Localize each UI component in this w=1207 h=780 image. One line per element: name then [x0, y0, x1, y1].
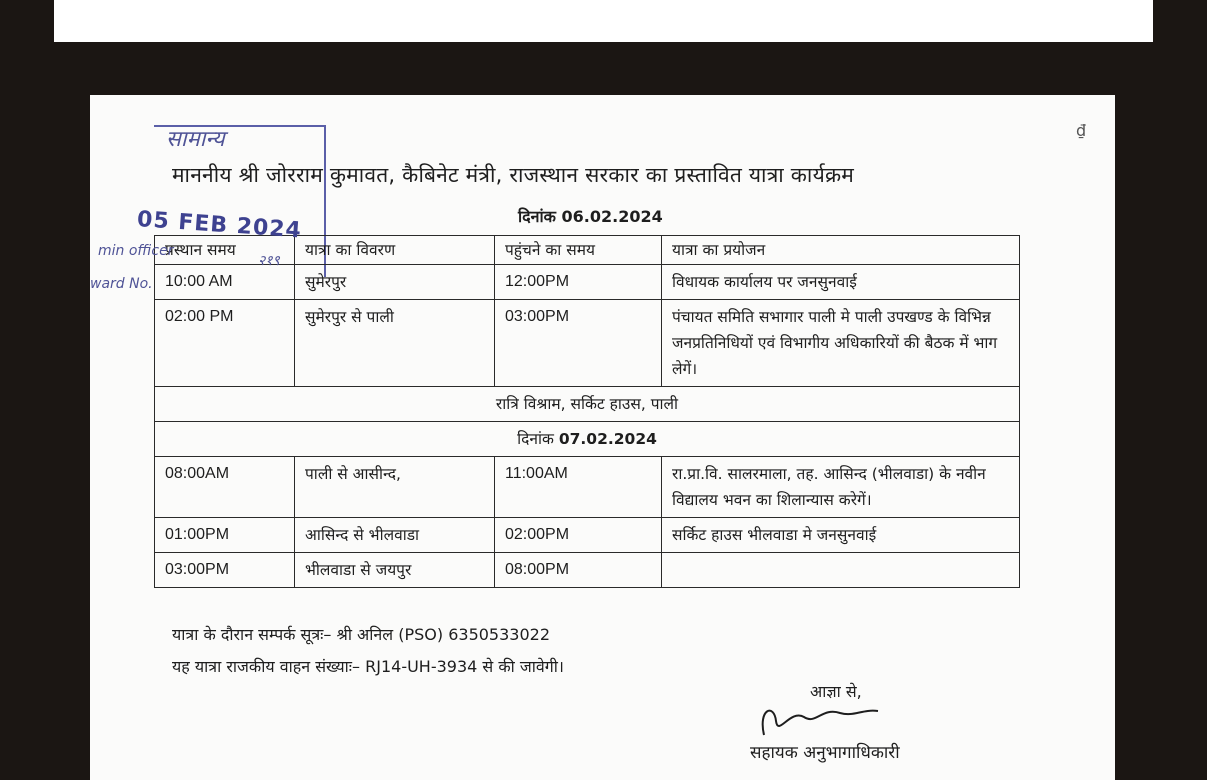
- signature-scribble: [750, 699, 890, 743]
- journey-details: भीलवाडा से जयपुर: [295, 553, 495, 588]
- contact-line: यात्रा के दौरान सम्पर्क सूत्रः– श्री अनिल (PSO) 6350533022: [172, 625, 551, 644]
- table-row: [155, 265, 1020, 300]
- stamp-line-officer: min officer: [98, 243, 174, 259]
- journey-purpose: रा.प्रा.वि. सालरमाला, तह. आसिन्द (भीलवाडा) के नवीन विद्यालय भवन का शिलान्यास करेगें।: [662, 457, 1020, 518]
- departure-time: 08:00AM: [155, 457, 295, 518]
- stamp-line-ward: ward No.: [90, 276, 153, 292]
- by-order-text: आज्ञा से,: [810, 682, 862, 701]
- designation: सहायक अनुभागाधिकारी: [750, 743, 900, 763]
- arrival-time: 08:00PM: [495, 553, 662, 588]
- date-value: 07.02.2024: [558, 430, 657, 448]
- journey-purpose: विधायक कार्यालय पर जनसुनवाई: [662, 265, 1020, 300]
- journey-details: आसिन्द से भीलवाडा: [295, 518, 495, 553]
- night-halt-row: [155, 387, 1020, 422]
- document-page: [90, 95, 1115, 780]
- date-line-2: [155, 422, 1020, 457]
- journey-details: पाली से आसीन्द,: [295, 457, 495, 518]
- journey-purpose: [662, 553, 1020, 588]
- journey-details: सुमेरपुर से पाली: [295, 300, 495, 387]
- arrival-time: 12:00PM: [495, 265, 662, 300]
- vehicle-line: यह यात्रा राजकीय वाहन संख्याः– RJ14-UH-3934 से की जावेगी।: [172, 657, 564, 676]
- date-line-1: [518, 205, 663, 227]
- departure-time: 01:00PM: [155, 518, 295, 553]
- table-row: [155, 300, 1020, 387]
- date-value: 06.02.2024: [561, 207, 663, 226]
- journey-purpose: सर्किट हाउस भीलवाडा मे जनसुनवाई: [662, 518, 1020, 553]
- corner-mark: ₫: [1076, 121, 1087, 140]
- header-departure-time: प्रस्थान समय: [155, 236, 295, 265]
- journey-purpose: पंचायत समिति सभागार पाली मे पाली उपखण्ड के विभिन्न जनप्रतिनिधियों एवं विभागीय अधिकारियों की बैठक में भाग लेगें।: [662, 300, 1020, 387]
- top-white-strip: [54, 0, 1153, 42]
- night-halt-note: रात्रि विश्राम, सर्किट हाउस, पाली: [155, 387, 1020, 422]
- arrival-time: 11:00AM: [495, 457, 662, 518]
- stamp-date: 05 FEB 2024: [136, 207, 303, 244]
- departure-time: 03:00PM: [155, 553, 295, 588]
- header-journey-purpose: यात्रा का प्रयोजन: [662, 236, 1020, 265]
- itinerary-table: [154, 235, 1020, 588]
- date-label: दिनांक: [517, 430, 554, 448]
- table-row: [155, 457, 1020, 518]
- journey-details: सुमेरपुर: [295, 265, 495, 300]
- table-row: [155, 553, 1020, 588]
- header-arrival-time: पहुंचने का समय: [495, 236, 662, 265]
- arrival-time: 03:00PM: [495, 300, 662, 387]
- stamp-handwriting: सामान्य: [166, 127, 225, 152]
- departure-time: 02:00 PM: [155, 300, 295, 387]
- document-heading: माननीय श्री जोरराम कुमावत, कैबिनेट मंत्री, राजस्थान सरकार का प्रस्तावित यात्रा कार्यक्रम: [172, 163, 855, 187]
- departure-time: 10:00 AM: [155, 265, 295, 300]
- stamp-number: २१९: [258, 253, 280, 269]
- date-row-2: [155, 422, 1020, 457]
- arrival-time: 02:00PM: [495, 518, 662, 553]
- table-row: [155, 518, 1020, 553]
- header-journey-details: यात्रा का विवरण: [295, 236, 495, 265]
- date-label: दिनांक: [518, 207, 556, 226]
